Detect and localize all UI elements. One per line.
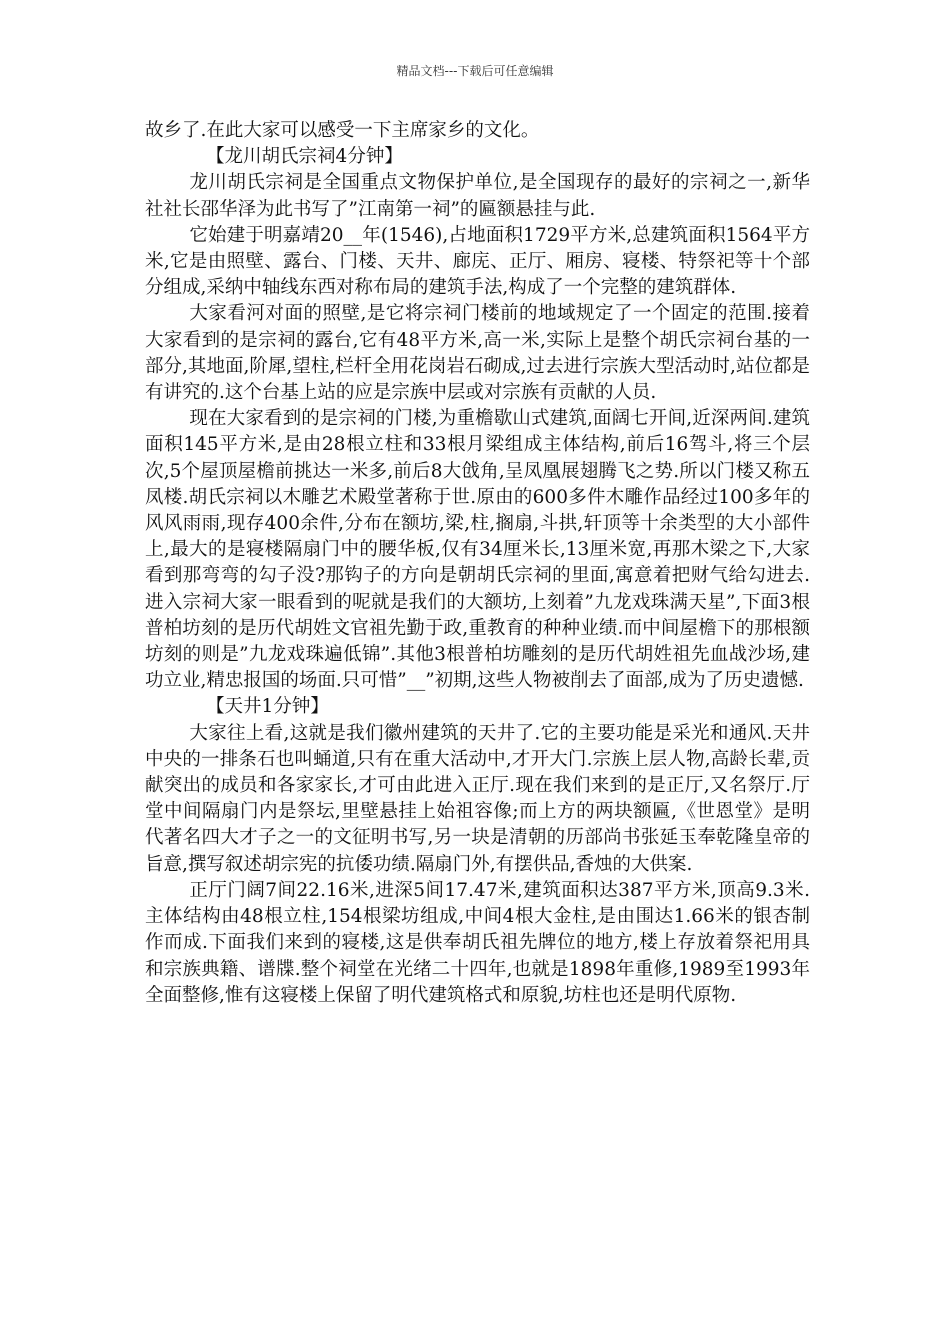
section-heading-courtyard: 【天井1分钟】 <box>206 696 329 718</box>
paragraph-screen-wall: 大家看河对面的照壁,是它将宗祠门楼前的地域规定了一个固定的范围.接着大家看到的是宗祠的露台,它有48平方米,高一米,实际上是整个胡氏宗祠台基的一部分,其地面,阶犀,望柱,栏杆全用花岗岩石砌成,过去进行宗族大型活动时,站位都是有讲究的.这个台基上站的应是宗族中层或对宗族有贡献的人员. <box>145 303 810 404</box>
paragraph-history: 它始建于明嘉靖20__年(1546),占地面积1729平方米,总建筑面积1564平方米,它是由照壁、露台、门楼、天井、廊庑、正厅、厢房、寝楼、特祭祀等十个部分组成,采纳中轴线东西对称布局的建筑手法,构成了一个完整的建筑群体. <box>145 224 810 299</box>
paragraph-main-hall: 正厅门阔7间22.16米,进深5间17.47米,建筑面积达387平方米,顶高9.3米.主体结构由48根立柱,154根梁坊组成,中间4根大金柱,是由围达1.66米的银杏制作而成.下面我们来到的寝楼,这是供奉胡氏祖先牌位的地方,楼上存放着祭祀用具和宗族典籍、谱牒.整个祠堂在光绪二十四年,也就是1898年重修,1989至1993年全面整修,惟有这寝楼上保留了明代建筑格式和原貌,坊柱也还是明代原物. <box>145 879 810 1006</box>
paragraph-courtyard: 大家往上看,这就是我们徽州建筑的天井了.它的主要功能是采光和通风.天井中央的一排条石也叫蛹道,只有在重大活动中,才开大门.宗族上层人物,高龄长辈,贡献突出的成员和各家家长,才可由此进入正厅.现在我们来到的是正厅,又名祭厅.厅堂中间隔扇门内是祭坛,里壁悬挂上始祖容像;而上方的两块额匾,《世恩堂》是明代著名四大才子之一的文征明书写,另一块是清朝的历部尚书张延玉奉乾隆皇帝的旨意,撰写叙述胡宗宪的抗倭功绩.隔扇门外,有摆供品,香烛的大供案. <box>145 722 810 875</box>
paragraph-gate-tower: 现在大家看到的是宗祠的门楼,为重檐歇山式建筑,面阔七开间,近深两间.建筑面积145平方米,是由28根立柱和33根月梁组成主体结构,前后16驾斗,将三个层次,5个屋顶屋檐前挑达一米多,前后8大戗角,呈凤凰展翅腾飞之势.所以门楼又称五凤楼.胡氏宗祠以木雕艺术殿堂著称于世.原由的600多件木雕作品经过100多年的风风雨雨,现存400余件,分布在额坊,梁,柱,搁扇,斗拱,轩顶等十余类型的大小部件上,最大的是寝楼隔扇门中的腰华板,仅有34厘米长,13厘米宽,再那木梁之下,大家看到那弯弯的勾子没?那钩子的方向是朝胡氏宗祠的里面,寓意着把财气给勾进去. 进入宗祠大家一眼看到的呢就是我们的大额坊,上刻着”九龙戏珠满天星”,下面3根普柏坊刻的是历代胡姓文官祖先勤于政,重教育的种种业绩.而中间屋檐下的那根额坊刻的则是”九龙戏珠遍低锦”.其他3根普柏坊雕刻的是历代胡姓祖先血战沙场,建功立业,精忠报国的场面.只可惜”__”初期,这些人物被削去了面部,成为了历史遗憾. <box>145 408 848 692</box>
paragraph-intro: 龙川胡氏宗祠是全国重点文物保护单位,是全国现存的最好的宗祠之一,新华社社长邵华泽为此书写了”江南第一祠”的匾额悬挂与此. <box>145 172 810 220</box>
paragraph-continuation: 故乡了.在此大家可以感受一下主席家乡的文化。 <box>145 120 540 141</box>
document-body <box>145 118 848 1009</box>
section-heading-longchuan: 【龙川胡氏宗祠4分钟】 <box>206 146 403 168</box>
page-header: 精品文档---下载后可任意编辑 <box>396 64 554 78</box>
